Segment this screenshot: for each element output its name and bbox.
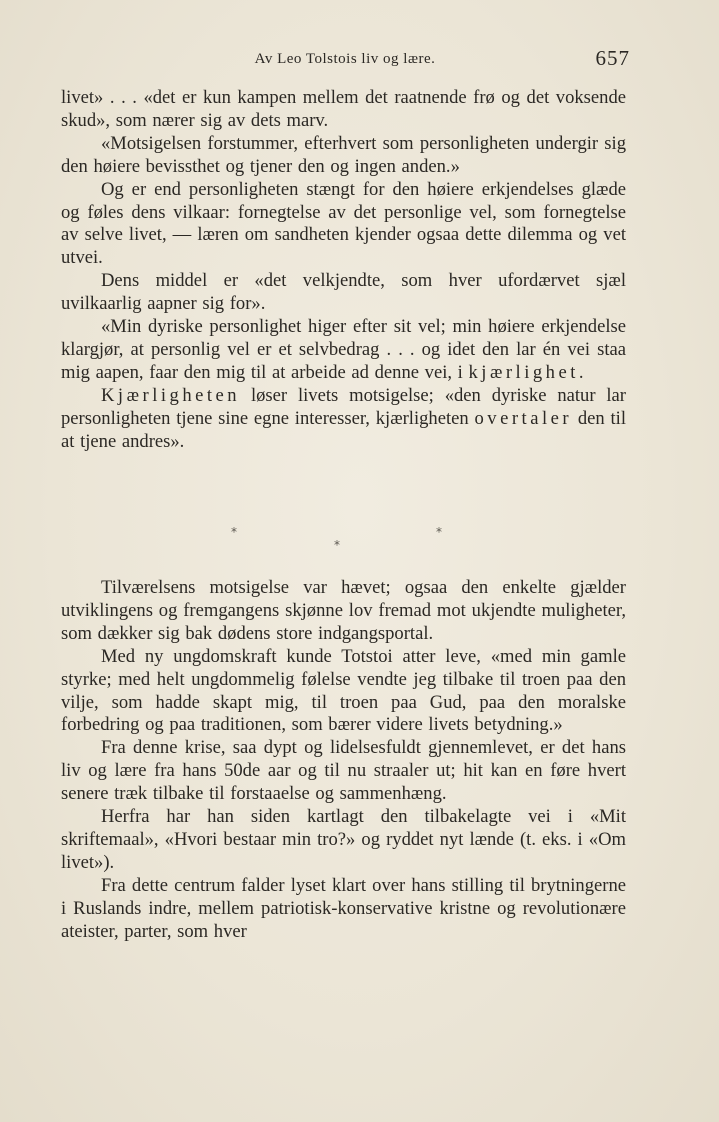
paragraph: Fra denne krise, saa dypt og lidelsesfuldt gjennemlevet, er det hans liv og lære fra hans 50de aar og til nu straaler ut; hit kan en føre hvert senere træk tilbake til forstaaelse og sammenhæng.: [61, 737, 626, 805]
emphasized-word: overtaler: [474, 407, 573, 429]
paragraph-text: den til at tjene andres».: [61, 407, 626, 452]
page-header: [60, 46, 630, 76]
paragraph: «Motsigelsen forstummer, efterhvert som personligheten undergir sig den høiere bevissthet og tjener den og ingen anden.»: [61, 132, 626, 177]
paragraph: Herfra har han siden kartlagt den tilbakelagte vei i «Mit skriftemaal», «Hvori bestaar min tro?» og ryddet nyt lænde (t. eks. i «Om livet»).: [61, 806, 626, 873]
paragraph-text: .: [578, 361, 584, 383]
separator-star: *: [436, 525, 442, 539]
text-block-top: [61, 87, 626, 454]
paragraph: livet» . . . «det er kun kampen mellem det raatnende frø og det voksende skud», som nærer sig av dets marv.: [61, 87, 626, 131]
emphasized-word: Kjærligheten: [101, 384, 241, 406]
paragraph: Med ny ungdomskraft kunde Totstoi atter leve, «med min gamle styrke; med helt ungdommelig følelse vendte jeg tilbake til troen paa den vilje, som hadde skapt mig, til troen paa Gud, paa den moralske forbedring og paa traditionen, som bærer videre livets betydning.»: [61, 645, 626, 736]
running-head: Av Leo Tolstois liv og lære.: [254, 51, 436, 67]
emphasized-word: kjærlighet: [468, 361, 579, 383]
separator-star: *: [334, 538, 340, 552]
paragraph: Fra dette centrum falder lyset klart over hans stilling til brytningerne i Ruslands indre, mellem patriotisk-konservative kristne og revolutionære ateister, parter, som hver: [61, 874, 626, 942]
paragraph: Og er end personligheten stængt for den høiere erkjendelses glæde og føles dens vilkaar: fornegtelse av det personlige vel, som fornegtelse av selve livet, — læren om sandheten kjender ogsaa dette dilemma og vet utvei.: [61, 178, 626, 269]
paragraph: [61, 385, 626, 454]
separator-star: *: [231, 525, 237, 539]
paragraph: [61, 316, 626, 385]
paragraph-text: «Min dyriske personlighet higer efter sit vel; min høiere erkjendelse klargjør, at personlig vel er et selvbedrag . . . og idet den lar én vei staa mig aapen, faar den mig til at arbeide ad denne vei, i: [61, 316, 626, 383]
paragraph-text: løser livets motsigelse; «den dyriske natur lar personligheten tjene sine egne interesser, kjærligheten: [61, 384, 626, 429]
paragraph: Tilværelsens motsigelse var hævet; ogsaa den enkelte gjælder utviklingens og fremgangens skjønne lov fremad mot ukjendte muligheter, som dækker sig bak dødens store indgangsportal.: [61, 577, 626, 644]
page-number: 657: [595, 46, 630, 70]
section-separator: [0, 525, 719, 555]
text-block-bottom: [61, 577, 626, 944]
paragraph: Dens middel er «det velkjendte, som hver ufordærvet sjæl uvilkaarlig aapner sig for».: [61, 270, 626, 315]
